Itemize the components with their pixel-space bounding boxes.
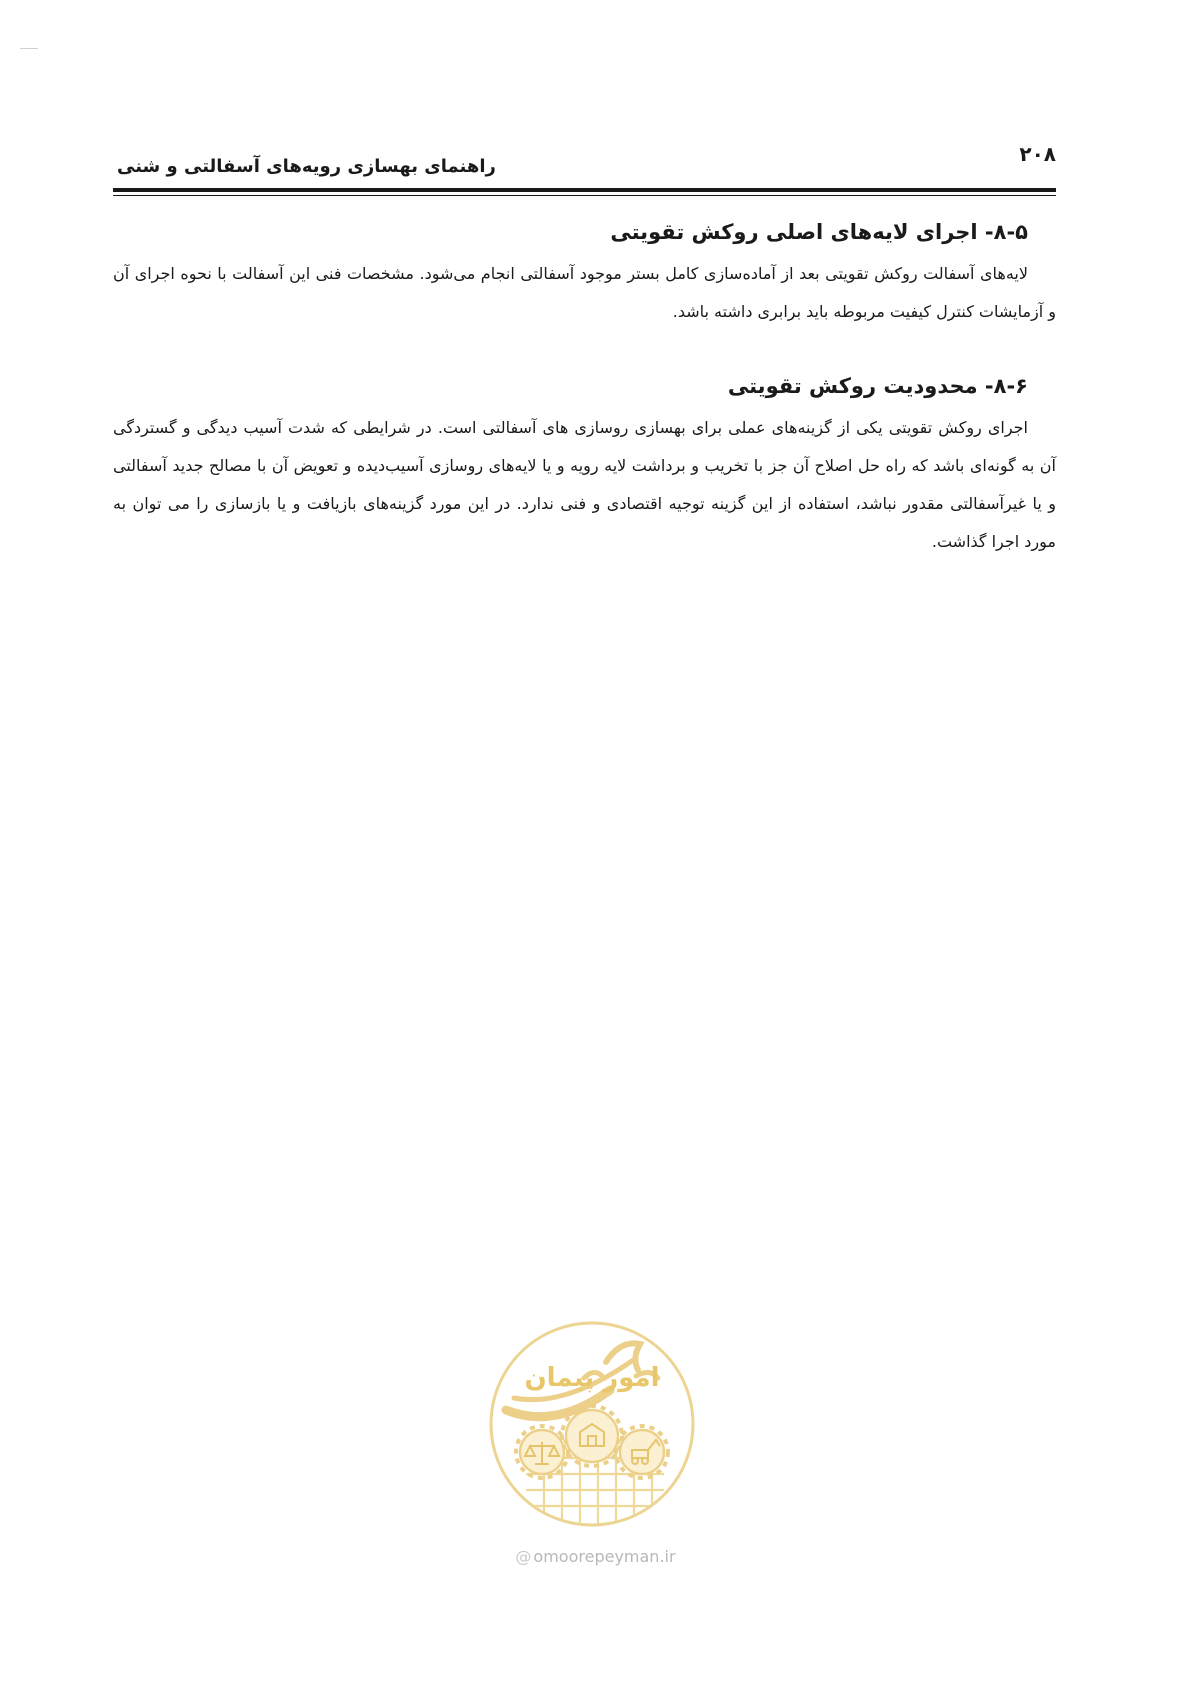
at-icon: @ bbox=[515, 1547, 532, 1566]
omoorepeyman-seal-icon bbox=[486, 1318, 698, 1530]
section-heading-8-6: ۸-۶- محدودیت روکش تقویتی bbox=[727, 374, 1028, 398]
section-paragraph-8-6: اجرای روکش تقویتی یکی از گزینه‌های عملی برای بهسازی روسازی های آسفالتی است. در شرایطی که شدت آسیب دیدگی و گستردگی آن به گونه‌ای باشد که راه حل اصلاح آن جز با تخریب و برداشت لایه رویه و یا لایه‌های روسازی آسیب‌دیده و تعویض آن با مصالح جدید آسفالتی و یا غیرآسفالتی مقدور نباشد، استفاده از این گزینه توجیه اقتصادی و فنی ندارد. در این مورد گزینه‌های بازیافت و یا بازسازی را می توان به مورد اجرا گذاشت. bbox=[113, 418, 1056, 551]
running-title: راهنمای بهسازی رویه‌های آسفالتی و شنی bbox=[117, 156, 496, 177]
watermark-logo-text: امور پیمان bbox=[524, 1363, 660, 1393]
watermark-url-text: omoorepeyman.ir bbox=[533, 1547, 676, 1566]
scan-speck bbox=[20, 48, 38, 49]
header-rule-thick bbox=[113, 188, 1056, 192]
section-paragraph-8-5: لایه‌های آسفالت روکش تقویتی بعد از آماده‌سازی کامل بستر موجود آسفالتی انجام می‌شود. مشخصات فنی این آسفالت با نحوه اجرای آن و آزمایشات کنترل کیفیت مربوطه باید برابری داشته باشد. bbox=[113, 264, 1056, 321]
watermark-url bbox=[0, 1547, 1191, 1566]
page-number: ۲۰۸ bbox=[1019, 142, 1056, 166]
section-gap bbox=[113, 331, 1056, 369]
page-header bbox=[113, 142, 1056, 182]
main-content bbox=[113, 215, 1056, 561]
header-rule-thin bbox=[113, 195, 1056, 196]
watermark-logo-icon bbox=[486, 1318, 698, 1530]
section-heading-8-5: ۸-۵- اجرای لایه‌های اصلی روکش تقویتی bbox=[610, 220, 1028, 244]
